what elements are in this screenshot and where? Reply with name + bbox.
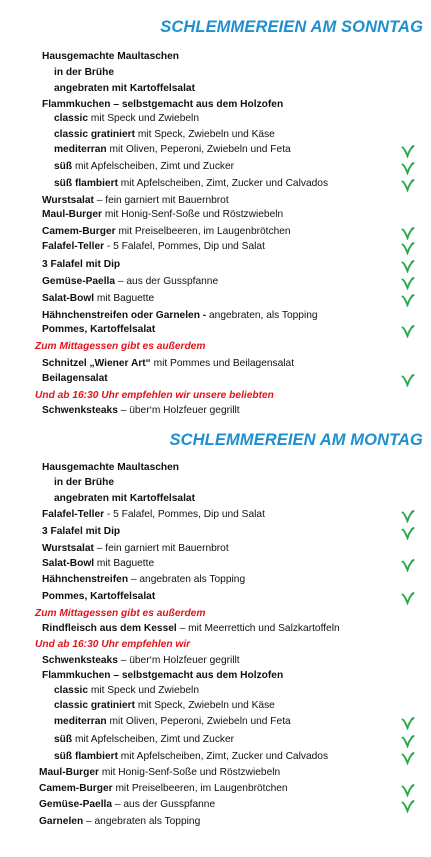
menu-item: Schwenksteaks – über‘m Holzfeuer gegrillt (42, 405, 240, 416)
menu-item: Flammkuchen – selbstgemacht aus dem Holzofen (42, 670, 284, 681)
menu-item: mediterran mit Oliven, Peperoni, Zwiebeln und Feta (54, 144, 291, 155)
menu-item: Wurstsalat – fein garniert mit Bauernbrot (42, 543, 229, 554)
menu-item: Schnitzel „Wiener Art“ mit Pommes und Beilagensalat (42, 358, 295, 369)
menu-item: Maul-Burger mit Honig-Senf-Soße und Röstzwiebeln (39, 767, 281, 778)
vegan-icon (401, 526, 415, 540)
menu-item: classic mit Speck und Zwiebeln (54, 113, 199, 124)
menu-item: in der Brühe (54, 67, 115, 78)
lunch-note: Zum Mittagessen gibt es außerdem (35, 608, 206, 619)
menu-item: Maul-Burger mit Honig-Senf-Soße und Röstzwiebeln (42, 209, 284, 220)
menu-item: süß flambiert mit Apfelscheiben, Zimt, Zucker und Calvados (54, 178, 329, 189)
section-title-monday: SCHLEMMEREIEN AM MONTAG (169, 431, 423, 449)
menu-item: Salat-Bowl mit Baguette (42, 293, 155, 304)
menu-item: Flammkuchen – selbstgemacht aus dem Holzofen (42, 99, 284, 110)
menu-item: classic gratiniert mit Speck, Zwiebeln und Käse (54, 129, 275, 140)
vegan-icon (401, 591, 415, 605)
menu-item: Falafel-Teller - 5 Falafel, Pommes, Dip und Salat (42, 241, 265, 252)
menu-item: Wurstsalat – fein garniert mit Bauernbrot (42, 195, 229, 206)
vegan-icon (401, 783, 415, 797)
vegan-icon (401, 324, 415, 338)
menu-item: süß flambiert mit Apfelscheiben, Zimt, Zucker und Calvados (54, 751, 329, 762)
menu-item: Hähnchenstreifen – angebraten als Topping (42, 574, 246, 585)
vegan-icon (401, 178, 415, 192)
menu-item: angebraten mit Kartoffelsalat (54, 493, 195, 504)
vegan-icon (401, 558, 415, 572)
menu-item: Camem-Burger mit Preiselbeeren, im Laugenbrötchen (39, 783, 288, 794)
menu-item: süß mit Apfelscheiben, Zimt und Zucker (54, 161, 235, 172)
menu-item: classic mit Speck und Zwiebeln (54, 685, 199, 696)
menu-item: Hausgemachte Maultaschen (42, 51, 180, 62)
menu-item: Pommes, Kartoffelsalat (42, 324, 156, 335)
menu-item: Garnelen – angebraten als Topping (39, 816, 201, 827)
menu-item: Beilagensalat (42, 373, 108, 384)
vegan-icon (401, 373, 415, 387)
vegan-icon (401, 259, 415, 273)
evening-note: Und ab 16:30 Uhr empfehlen wir unsere beliebten (35, 390, 274, 401)
vegan-icon (401, 509, 415, 523)
menu-item: in der Brühe (54, 477, 115, 488)
menu-item: Gemüse-Paella – aus der Gusspfanne (39, 799, 216, 810)
menu-item: Hähnchenstreifen oder Garnelen - angebraten, als Topping (42, 310, 318, 321)
section-title-sunday: SCHLEMMEREIEN AM SONNTAG (160, 18, 423, 36)
vegan-icon (401, 144, 415, 158)
lunch-note: Zum Mittagessen gibt es außerdem (35, 341, 206, 352)
vegan-icon (401, 799, 415, 813)
menu-item: Hausgemachte Maultaschen (42, 462, 180, 473)
vegan-icon (401, 161, 415, 175)
menu-item: Salat-Bowl mit Baguette (42, 558, 155, 569)
menu-item: Gemüse-Paella – aus der Gusspfanne (42, 276, 219, 287)
menu-item: mediterran mit Oliven, Peperoni, Zwiebeln und Feta (54, 716, 291, 727)
menu-item: Schwenksteaks – über‘m Holzfeuer gegrillt (42, 655, 240, 666)
menu-item: Camem-Burger mit Preiselbeeren, im Laugenbrötchen (42, 226, 291, 237)
menu-item: 3 Falafel mit Dip (42, 526, 121, 537)
menu-item: 3 Falafel mit Dip (42, 259, 121, 270)
menu-item: süß mit Apfelscheiben, Zimt und Zucker (54, 734, 235, 745)
menu-item: classic gratiniert mit Speck, Zwiebeln und Käse (54, 700, 275, 711)
vegan-icon (401, 751, 415, 765)
menu-item: Falafel-Teller - 5 Falafel, Pommes, Dip und Salat (42, 509, 265, 520)
menu-item: Pommes, Kartoffelsalat (42, 591, 156, 602)
vegan-icon (401, 293, 415, 307)
vegan-icon (401, 226, 415, 240)
vegan-icon (401, 734, 415, 748)
menu-item: angebraten mit Kartoffelsalat (54, 83, 195, 94)
vegan-icon (401, 276, 415, 290)
vegan-icon (401, 716, 415, 730)
menu-item: Rindfleisch aus dem Kessel – mit Meerrettich und Salzkartoffeln (42, 623, 340, 634)
vegan-icon (401, 241, 415, 255)
evening-note: Und ab 16:30 Uhr empfehlen wir (35, 639, 191, 650)
